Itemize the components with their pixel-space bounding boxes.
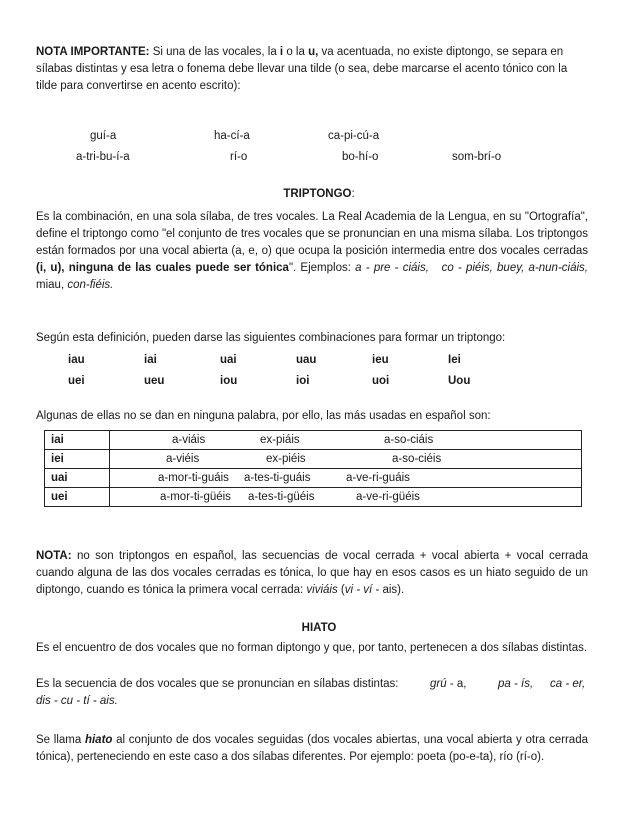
combination: uai [220,354,237,366]
table-key: iei [45,450,110,469]
examples-row-1 [76,130,562,148]
text-run: al conjunto de dos vocales seguidas (dos vocales abiertas, una vocal abierta y otra cerrada tónica), perteneciendo en este caso a dos sílabas diferentes. Por ejemplo: poeta (po-e-ta), río (rí-o). [36,734,588,763]
combination: iai [144,354,157,366]
nota-importante-label: NOTA IMPORTANTE: [36,46,150,58]
combinaciones-intro: Según esta definición, pueden darse las siguientes combinaciones para formar un triptongo: [36,332,506,344]
triptongo-paragraph [36,209,588,294]
table-row [45,469,582,488]
hiato-examples-paragraph [36,676,588,710]
table-value: a-mor-ti-güéis [160,491,231,503]
example: viviáis [306,584,338,596]
hiato-definition: Es el encuentro de dos vocales que no forman diptongo y que, por tanto, pertenecen a dos sílabas distintas. [36,642,588,654]
example: vi - ví [344,584,373,596]
combination: uau [296,354,317,366]
table-value: ex-piéis [266,453,306,465]
example: grú [430,678,447,690]
example-word: ha-cí-a [214,130,250,142]
text-run: va acentuada, no existe diptongo, se separa en sílabas distintas y esa letra o fonema debe llevar una tilde (o sea, debe marcarse el acento tónico con la tilde para convertirse en acento escrito): [36,46,568,92]
nota-importante-paragraph [36,44,588,95]
letter-u: u, [308,46,319,58]
hiato-term: hiato [84,734,113,746]
usadas-intro: Algunas de ellas no se dan en ninguna palabra, por ello, las más usadas en español son: [36,410,491,422]
combination: iou [220,375,238,387]
combination: Uou [448,375,471,387]
example-word: a-tri-bu-í-a [76,151,130,163]
table-value: a-so-ciéis [392,453,442,465]
example: a - pre - ciáis, [355,262,429,274]
table-value: a-tes-ti-guáis [244,472,311,484]
example-word: som-brí-o [452,151,502,163]
table-row [45,488,582,507]
example: - a, [446,678,467,690]
example: pa - ís, [498,678,534,690]
combination: uoi [372,375,390,387]
example: co - piéis, buey, a-nun-ciáis, [441,262,588,274]
examples-block [76,130,562,169]
table-value: a-so-ciáis [384,434,434,446]
nota-paragraph [36,548,588,599]
letter-i: i [279,46,284,58]
example-word: ca-pi-cú-a [328,130,380,142]
table-value: a-mor-ti-guáis [158,472,229,484]
table-values [110,488,582,507]
table-row [45,431,582,450]
nota-label: NOTA: [36,550,72,562]
example-word [442,130,562,148]
text-run: ( [337,584,345,596]
table-key: uai [45,469,110,488]
combinaciones-grid [68,354,508,393]
combination: ieu [372,354,389,366]
combination: iau [68,354,85,366]
hiato-heading: HIATO [301,622,337,634]
table-values [110,450,582,469]
colon: : [351,188,355,200]
text-run: o la [283,46,309,58]
example: dis - cu - tí - ais. [36,695,118,707]
examples-row-2 [76,151,562,169]
text-run: ". Ejemplos: [288,262,356,274]
combination: ioi [296,375,310,387]
example-word: rí-o [230,151,248,163]
table-value: a-ve-ri-güéis [356,491,420,503]
combinaciones-row-1 [68,354,508,372]
combinaciones-row-2 [68,375,508,393]
table-value: a-viéis [166,453,200,465]
combination: Iei [448,354,461,366]
triptongo-heading [0,188,638,200]
example: ca - er, [550,678,586,690]
triptongo-title: TRIPTONGO [283,188,352,200]
text-run: Se llama [36,734,85,746]
example-word: guí-a [90,130,117,142]
text-run: Es la combinación, en una sola sílaba, de tres vocales. La Real Academia de la Lengua, en su "Ortografía", define el triptongo como "el conjunto de tres vocales que se pronuncian en una misma sílaba. Los triptongos están formados por una vocal abierta (a, e, o) que ocupa la posición intermedia entre dos vocales cerradas [36,211,588,257]
table-values [110,431,582,450]
example-word: bo-hí-o [342,151,379,163]
triptongos-table [44,430,582,507]
text-run: , [60,279,68,291]
table-value: a-ve-ri-guáis [346,472,410,484]
table-key: uei [45,488,110,507]
table-values [110,469,582,488]
text-run: Es la secuencia de dos vocales que se pronuncian en sílabas distintas: [36,678,399,690]
table-row [45,450,582,469]
table-value: a-tes-ti-güéis [248,491,315,503]
example: miau [36,279,61,291]
combination: ueu [144,375,165,387]
text-run: Si una de las vocales, la [149,46,280,58]
hiato-paragraph [36,732,588,766]
combination: uei [68,375,85,387]
bold-run: (i, u), ninguna de las cuales puede ser tónica [36,262,289,274]
example: con-fiéis. [67,279,114,291]
table-key: iai [45,431,110,450]
table-value: a-viáis [172,434,206,446]
text-run: no son triptongos en español, las secuencias de vocal cerrada + vocal abierta + vocal cerrada cuando alguna de las dos vocales cerradas es tónica, lo que hay en esos casos es un hiato seguido de un diptongo, cuando es tónica la primera vocal cerrada: [36,550,588,596]
table-value: ex-piáis [260,434,300,446]
text-run: - ais). [372,584,405,596]
